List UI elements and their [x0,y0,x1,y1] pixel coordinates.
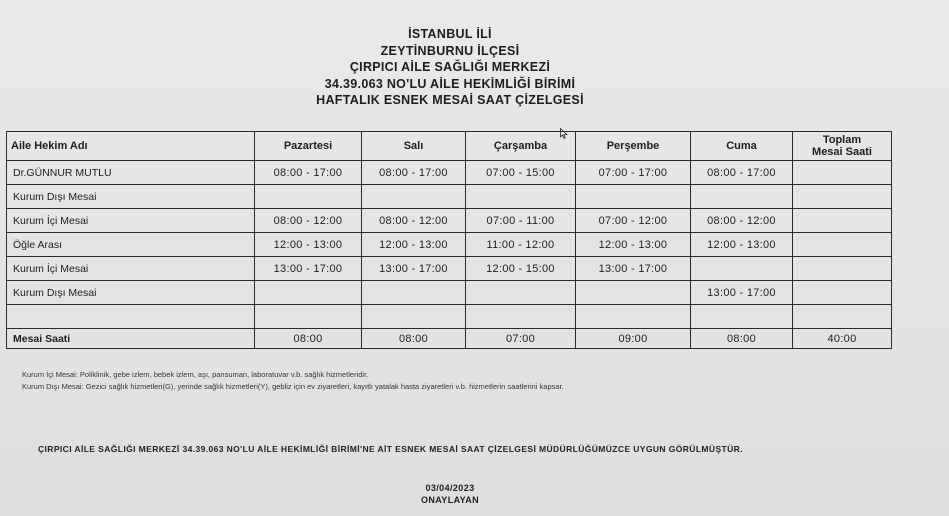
cell-total [793,281,892,305]
cell-friday [691,185,793,209]
total-monday: 08:00 [255,329,362,349]
cell-thursday: 13:00 - 17:00 [576,257,691,281]
cell-friday [691,257,793,281]
approval-statement: ÇIRPICI AİLE SAĞLIĞI MERKEZİ 34.39.063 NO'LU AİLE HEKİMLİĞİ BİRİMİ'NE AİT ESNEK MESAİ SAAT ÇİZELGESİ MÜDÜRLÜĞÜMÜZCE UYGUN GÖRÜLMÜŞTÜR. [38,444,743,454]
cell-thursday [576,185,691,209]
table-row [7,257,892,281]
table-header-row [7,132,892,161]
column-header-thursday: Perşembe [576,132,691,161]
row-label: Öğle Arası [7,233,255,257]
cell-wednesday: 11:00 - 12:00 [466,233,576,257]
cell-total [793,209,892,233]
approval-block [400,482,500,506]
approval-date: 03/04/2023 [425,483,475,493]
cell-thursday: 12:00 - 13:00 [576,233,691,257]
total-row-label: Mesai Saati [7,329,255,349]
cell-tuesday: 08:00 - 17:00 [362,161,466,185]
cell-thursday: 07:00 - 17:00 [576,161,691,185]
cell-tuesday [362,185,466,209]
note-external-hours: Kurum Dışı Mesai: Gezici sağlık hizmetleri(G), yerinde sağlık hizmetleri(Y), gebliz için ev ziyaretleri, kayıtlı yatalak hasta ziyaretleri v.b. hizmetlerin saatlerini kapsar. [22,382,564,391]
column-header-friday: Cuma [691,132,793,161]
cell-tuesday: 13:00 - 17:00 [362,257,466,281]
definition-notes [22,369,564,393]
cell-monday: 08:00 - 12:00 [255,209,362,233]
total-tuesday: 08:00 [362,329,466,349]
document-header [0,26,900,109]
header-province: İSTANBUL İLİ [408,27,492,41]
cell-tuesday: 08:00 - 12:00 [362,209,466,233]
header-unit: 34.39.063 NO'LU AİLE HEKİMLİĞİ BİRİMİ [324,76,576,91]
column-header-monday: Pazartesi [255,132,362,161]
approver-label: ONAYLAYAN [420,495,480,505]
row-label: Kurum Dışı Mesai [7,185,255,209]
column-header-wednesday: Çarşamba [466,132,576,161]
table-row [7,305,892,329]
cell-total [793,233,892,257]
column-header-tuesday: Salı [362,132,466,161]
cell-thursday [576,281,691,305]
cell-wednesday: 07:00 - 11:00 [466,209,576,233]
column-header-total-line1: Toplam [822,134,862,146]
schedule-table [6,131,892,349]
cell-friday: 12:00 - 13:00 [691,233,793,257]
cell-monday [255,185,362,209]
table-row [7,281,892,305]
cell-tuesday: 12:00 - 13:00 [362,233,466,257]
cell-total [793,305,892,329]
cell-wednesday [466,281,576,305]
total-thursday: 09:00 [576,329,691,349]
row-label: Dr.GÜNNUR MUTLU [7,161,255,185]
cell-monday [255,305,362,329]
table-row [7,233,892,257]
cell-total [793,161,892,185]
cell-thursday: 07:00 - 12:00 [576,209,691,233]
cell-total [793,257,892,281]
cell-wednesday: 12:00 - 15:00 [466,257,576,281]
column-header-physician: Aile Hekim Adı [7,132,255,161]
cell-monday: 12:00 - 13:00 [255,233,362,257]
table-row [7,185,892,209]
cell-friday [691,305,793,329]
header-title: HAFTALIK ESNEK MESAİ SAAT ÇİZELGESİ [316,93,584,107]
row-label: Kurum Dışı Mesai [7,281,255,305]
column-header-total-line2: Mesai Saati [812,146,872,158]
total-weekly: 40:00 [793,329,892,349]
column-header-total [793,132,892,161]
header-district: ZEYTİNBURNU İLÇESİ [380,43,520,58]
cell-wednesday [466,305,576,329]
cell-monday [255,281,362,305]
cell-friday: 08:00 - 12:00 [691,209,793,233]
table-row [7,209,892,233]
total-friday: 08:00 [691,329,793,349]
cell-monday: 08:00 - 17:00 [255,161,362,185]
cell-wednesday [466,185,576,209]
note-internal-hours: Kurum İçi Mesai: Poliklinik, gebe izlem, bebek izlem, aşı, pansuman, laboratuvar v.b. sağlık hizmetleridir. [22,370,369,379]
total-row [7,329,892,349]
header-health-center: ÇIRPICI AİLE SAĞLIĞI MERKEZİ [349,60,551,74]
cell-friday: 13:00 - 17:00 [691,281,793,305]
row-label: Kurum İçi Mesai [7,257,255,281]
cell-monday: 13:00 - 17:00 [255,257,362,281]
total-wednesday: 07:00 [466,329,576,349]
cell-tuesday [362,281,466,305]
cell-total [793,185,892,209]
cell-tuesday [362,305,466,329]
row-label: Kurum İçi Mesai [7,209,255,233]
cell-friday: 08:00 - 17:00 [691,161,793,185]
cell-thursday [576,305,691,329]
table-row [7,161,892,185]
cell-wednesday: 07:00 - 15:00 [466,161,576,185]
row-label [7,305,255,329]
